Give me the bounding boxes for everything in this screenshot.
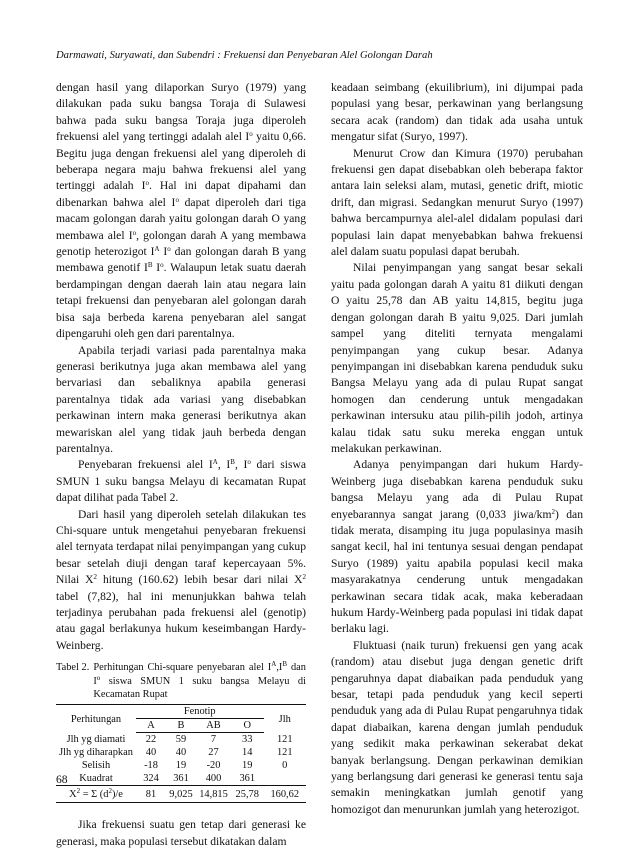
paragraph: dengan hasil yang dilaporkan Suryo (1979) yang dilakukan pada suku bangsa Toraja di Sulawesi bahwa pada suku bangsa Toraja juga diperoleh frekuensi alel yang tertinggi adalah alel $I^o$ yaitu 0,66. Begitu juga dengan frekuensi alel yang diperoleh di beberapa negara maju bahwa frekuensi alel yang tertinggi adalah $I^o$. Hal ini dapat dipahami dan dibenarkan bahwa alel $I^o$ dapat diperoleh dari tiga macam golongan darah yaitu golongan darah O yang membawa alel $I^o$, golongan darah A yang membawa genotip heterozigot $I^A$ $I^o$ dan golongan darah B yang membawa genotif $I^B$ $I^o$. Walaupun letak suatu daerah berdampingan dengan daerah lain atau negara lain tetapi frekuensi dan penyebaran alel golongan darah bisa saja berbeda karena penyebaran alel sangat dipengaruhi oleh gen dari parentalnya. [56, 81, 306, 341]
table-row-chi-square: $X^2 = \Sigma$ $(d^2)/e$ 81 9,025 14,815 25,78 160,62 [56, 786, 306, 803]
page-number: 68 [56, 773, 68, 786]
header-col-ab: AB [196, 719, 231, 733]
table-row: Jlh yg diamati 22 59 7 33 121 [66, 734, 293, 746]
header-perhitungan: Perhitungan [56, 705, 136, 733]
header-fenotip: Fenotip [136, 705, 264, 719]
chi-square-table [56, 704, 306, 803]
header-col-o: O [231, 719, 264, 733]
right-column [331, 80, 583, 818]
table-row: Jlh yg diharapkan 40 40 27 14 121 [59, 747, 293, 759]
table-row: Kuadrat 324 361 400 361 [56, 772, 306, 786]
paragraph: Nilai penyimpangan yang sangat besar sekali yaitu pada golongan darah A yaitu 81 diikuti dengan O yaitu 25,78 dan AB yaitu 14,815, begitu juga dengan golongan darah B yaitu 9,025. Dari jumlah sampel yang diteliti ternyata mengalami penyimpangan yang cukup besar. Adanya penyimpangan ini disebabkan karena penduduk suku Bangsa Melayu yang ada di pulau Rupat sangat homogen dan cenderung untuk mengadakan perkawinan intersuku atau pilih-pilih jodoh, artinya kalau tidak satu suku mereka enggan untuk melakukan perkawinan. [331, 261, 583, 455]
paragraph: Adanya penyimpangan dari hukum Hardy-Weinberg juga disebabkan karena penduduk suku bangsa Melayu yang ada di Pulau Rupat enyebarannya sangat jarang (0,033 jiwa/$km^2$) dan tidak merata, disamping itu juga populasinya masih sangat kecil, hal ini tentunya sesuai dengan pendapat Suryo (1989) yaitu apabila populasi kecil maka masyarakatnya cenderung untuk mengadakan perkawinan secara tidak acak, maka keberadaan hukum Hardy-Weinberg pada populasi ini tidak dapat berlaku lagi. [331, 458, 583, 636]
header-col-a: A [136, 719, 166, 733]
paragraph: Menurut Crow dan Kimura (1970) perubahan frekuensi gen dapat disebabkan oleh beberapa faktor antara lain seleksi alam, mutasi, genetic drift, miotic drift, dan migrasi. Sedangkan menurut Suryo (1997) bahwa bercampurnya alel-alel didalam populasi dari populasi lain dapat menyebabkan bahwa frekuensi alel dalam suatu populasi dapat berubah. [331, 146, 583, 259]
header-jlh: Jlh [264, 705, 307, 733]
paragraph: Dari hasil yang diperoleh setelah dilakukan tes Chi-square untuk mengetahui penyebaran frekuensi alel ternyata terdapat nilai penyimpangan yang cukup besar setelah diuji dengan taraf kepercayaan 5%. Nilai $X^2$ hitung (160.62) lebih besar dari nilai $X^2$ tabel (7,82), hal ini menunjukkan bahwa telah terjadinya perubahan pada frekuensi alel (genotip) atau gagal berlakunya hukum keseimbangan Hardy-Weinberg. [56, 507, 306, 652]
paragraph: Jika frekuensi suatu gen tetap dari generasi ke generasi, maka populasi tersebut dikatakan dalam [56, 818, 306, 848]
paragraph: Penyebaran frekuensi alel $I^A$, $I^B$, $I^o$ dari siswa SMUN 1 suku bangsa Melayu di kecamatan Rupat dapat dilihat pada Tabel 2. [56, 458, 306, 505]
paragraph: Fluktuasi (naik turun) frekuensi gen yang acak (random) atau disebut juga dengan genetic drift pengaruhnya dapat diabaikan pada penduduk yang besar, tetapi pada penduduk yang kecil seperti penduduk yang ada di Pulau Rupat pengaruhnya tidak dapat diabaikan, karena dengan jumlah penduduk yang sedikit maka perkawinan sekerabat dekat banyak berlangsung. Dengan perkawinan demikian yang berlangsung dari generasi ke generasi tentu saja semakin meningkatkan jumlah genotif yang homozigot dan menurunkan jumlah yang heterozigot. [331, 638, 583, 816]
table-row: Selisih -18 19 -20 19 0 [81, 760, 288, 772]
paragraph: Apabila terjadi variasi pada parentalnya maka generasi berikutnya juga akan membawa alel yang bervariasi dan sebaliknya apabila generasi parentalnya tidak ada variasi yang disebabkan perkawinan intern maka generasi berikutnya akan mewariskan alel yang tidak jauh berbeda dengan parentalnya. [56, 343, 306, 455]
header-col-b: B [166, 719, 196, 733]
table-caption: Tabel 2. Perhitungan Chi-square penyebaran alel $I^A,I^B$ dan $I^o$ siswa SMUN 1 suku bangsa Melayu di Kecamatan Rupat [56, 660, 306, 701]
paragraph: keadaan seimbang (ekuilibrium), ini dijumpai pada populasi yang besar, perkawinan yang berlangsung secara acak (random) dan tidak ada usaha untuk mengatur sifat (Suryo, 1997). [331, 81, 583, 144]
left-column [56, 80, 306, 850]
running-header: Darmawati, Suryawati, dan Subendri : Frekuensi dan Penyebaran Alel Golongan Darah [56, 50, 433, 61]
